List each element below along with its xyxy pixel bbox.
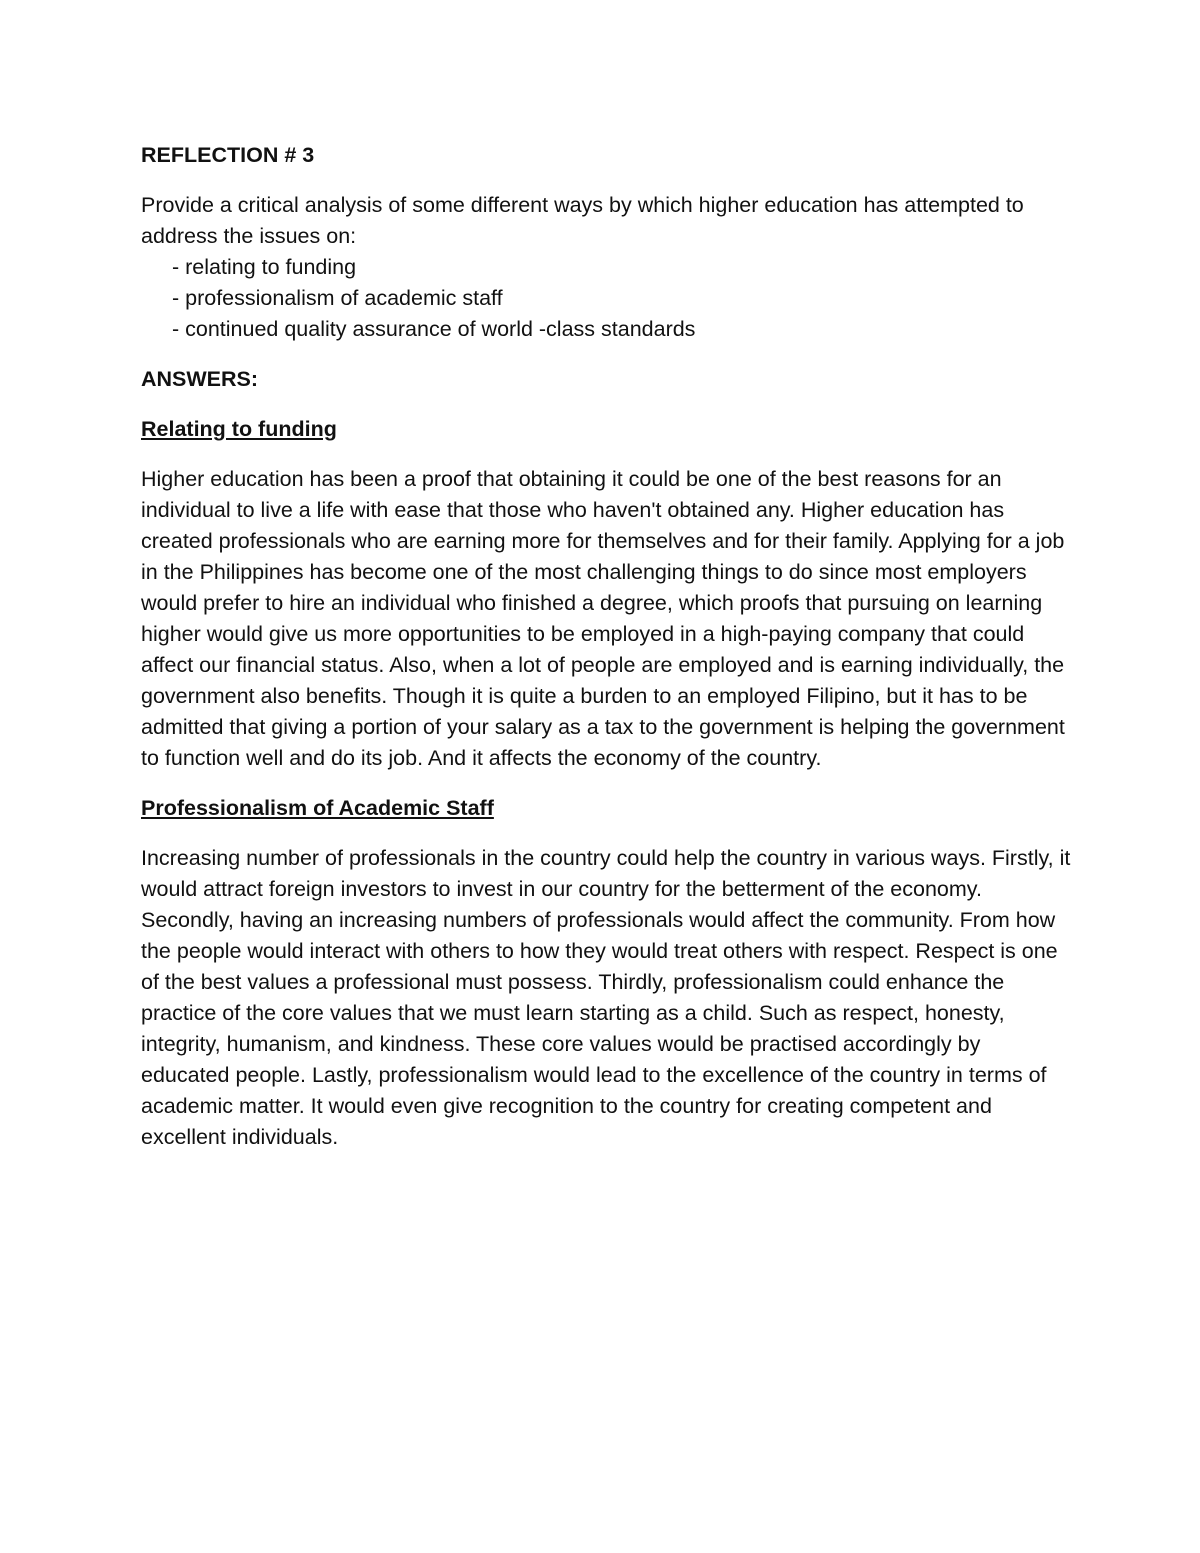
issue-item: - continued quality assurance of world -class standards xyxy=(172,317,696,341)
answers-label: ANSWERS: xyxy=(141,367,259,391)
issue-list xyxy=(141,252,1071,345)
document-page xyxy=(141,140,1071,1172)
section-heading-professionalism: Professionalism of Academic Staff xyxy=(141,796,494,820)
section-body-funding: Higher education has been a proof that obtaining it could be one of the best reasons for an individual to live a life with ease that those who haven't obtained any. Higher education has created professionals who are earning more for themselves and for their family. Applying for a job in the Philippines has become one of the most challenging things to do since most employers would prefer to hire an individual who finished a degree, which proofs that pursuing on learning higher would give us more opportunities to be employed in a high-paying company that could affect our financial status. Also, when a lot of people are employed and is earning individually, the government also benefits. Though it is quite a burden to an employed Filipino, but it has to be admitted that giving a portion of your salary as a tax to the government is helping the government to function well and do its job. And it affects the economy of the country. xyxy=(141,467,1065,770)
issue-item: - relating to funding xyxy=(172,255,357,279)
prompt-text: Provide a critical analysis of some different ways by which higher education has attempted to address the issues on: xyxy=(141,193,1024,248)
issue-item: - professionalism of academic staff xyxy=(172,286,503,310)
section-body-professionalism: Increasing number of professionals in the country could help the country in various ways. Firstly, it would attract foreign investors to invest in our country for the betterment of the economy. Secondly, having an increasing numbers of professionals would affect the community. From how the people would interact with others to how they would treat others with respect. Respect is one of the best values a professional must possess. Thirdly, professionalism could enhance the practice of the core values that we must learn starting as a child. Such as respect, honesty, integrity, humanism, and kindness. These core values would be practised accordingly by educated people. Lastly, professionalism would lead to the excellence of the country in terms of academic matter. It would even give recognition to the country for creating competent and excellent individuals. xyxy=(141,846,1071,1149)
section-heading-funding: Relating to funding xyxy=(141,417,337,441)
document-title: REFLECTION # 3 xyxy=(141,143,315,167)
